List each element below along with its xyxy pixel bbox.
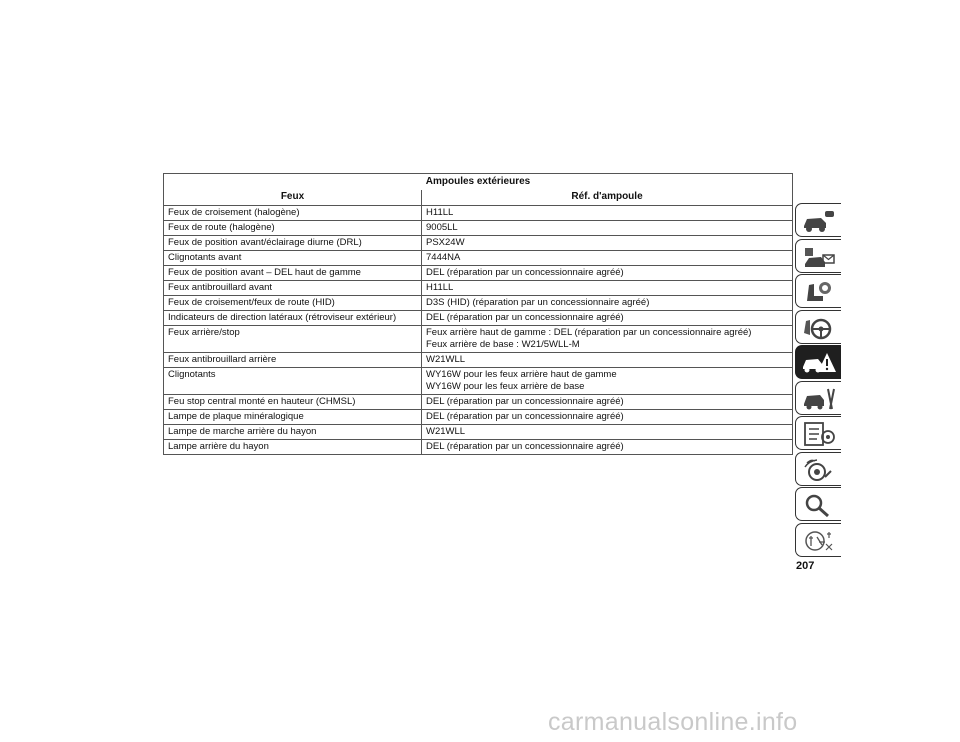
chapter-tabs: [795, 203, 845, 558]
table-row: [164, 236, 793, 251]
table-row: [164, 353, 793, 368]
bulb-ref-line: H11LL: [426, 207, 454, 218]
bulb-ref-cell: [422, 221, 793, 236]
watermark: carmanualsonline.info: [548, 708, 798, 736]
chapter-tab-index[interactable]: [795, 487, 841, 521]
bulb-ref-cell: [422, 326, 793, 353]
steering-wheel-icon: [801, 315, 837, 341]
bulb-ref-cell: [422, 368, 793, 395]
bulb-ref-cell: [422, 296, 793, 311]
bulb-ref-cell: [422, 440, 793, 455]
bulb-ref-line: PSX24W: [426, 237, 465, 248]
light-name-cell: Feux antibrouillard avant: [164, 281, 422, 296]
table-row: [164, 251, 793, 266]
light-name-cell: Feux de croisement (halogène): [164, 206, 422, 221]
table-title: Ampoules extérieures: [164, 174, 793, 191]
light-name-cell: Clignotants: [164, 368, 422, 395]
light-name-cell: Feux arrière/stop: [164, 326, 422, 353]
chapter-tab-multimedia[interactable]: [795, 452, 841, 486]
bulb-ref-line: DEL (réparation par un concessionnaire agréé): [426, 441, 624, 452]
table-row: [164, 395, 793, 410]
bulb-ref-cell: [422, 281, 793, 296]
column-header-bulb-ref: Réf. d'ampoule: [422, 190, 793, 206]
bulb-ref-line: DEL (réparation par un concessionnaire agréé): [426, 396, 624, 407]
chapter-tab-starting-operating[interactable]: [795, 310, 841, 344]
table-body: [164, 206, 793, 455]
table-row: [164, 266, 793, 281]
chapter-tab-emergency[interactable]: [795, 345, 841, 379]
chapter-tab-specifications[interactable]: [795, 416, 841, 450]
car-key-icon: [801, 208, 837, 234]
bulb-ref-line: 7444NA: [426, 252, 461, 263]
chapter-tab-languages[interactable]: [795, 523, 841, 557]
light-name-cell: Feux de position avant/éclairage diurne (DRL): [164, 236, 422, 251]
table-row: [164, 206, 793, 221]
bulb-ref-line: Feux arrière de base : W21/5WLL-M: [426, 339, 580, 350]
bulb-ref-line: DEL (réparation par un concessionnaire agréé): [426, 411, 624, 422]
bulb-ref-cell: [422, 395, 793, 410]
table-row: [164, 440, 793, 455]
multimedia-icon: [801, 457, 837, 483]
light-name-cell: Clignotants avant: [164, 251, 422, 266]
light-name-cell: Lampe de marche arrière du hayon: [164, 425, 422, 440]
table-row: [164, 311, 793, 326]
chapter-tab-instrument-panel[interactable]: [795, 239, 841, 273]
bulb-ref-cell: [422, 251, 793, 266]
table-row: [164, 425, 793, 440]
exterior-bulbs-table: [163, 173, 793, 455]
bulb-ref-cell: [422, 353, 793, 368]
light-name-cell: Feu stop central monté en hauteur (CHMSL): [164, 395, 422, 410]
seat-airbag-icon: [801, 279, 837, 305]
chapter-tab-getting-to-know[interactable]: [795, 203, 841, 237]
bulb-ref-cell: [422, 206, 793, 221]
table-row: [164, 281, 793, 296]
car-warning-icon: [801, 350, 837, 376]
column-header-lights: Feux: [164, 190, 422, 206]
languages-icon: [801, 528, 837, 554]
bulb-ref-line: WY16W pour les feux arrière de base: [426, 381, 585, 392]
light-name-cell: Indicateurs de direction latéraux (rétroviseur extérieur): [164, 311, 422, 326]
bulb-ref-cell: [422, 311, 793, 326]
car-wrench-icon: [801, 386, 837, 412]
light-name-cell: Feux de croisement/feux de route (HID): [164, 296, 422, 311]
chapter-tab-servicing[interactable]: [795, 381, 841, 415]
bulb-ref-cell: [422, 236, 793, 251]
magnifier-icon: [801, 492, 837, 518]
bulb-ref-cell: [422, 410, 793, 425]
light-name-cell: Feux de position avant – DEL haut de gamme: [164, 266, 422, 281]
bulb-ref-line: Feux arrière haut de gamme : DEL (réparation par un concessionnaire agréé): [426, 327, 752, 338]
light-name-cell: Feux antibrouillard arrière: [164, 353, 422, 368]
bulb-ref-line: DEL (réparation par un concessionnaire agréé): [426, 267, 624, 278]
table-row: [164, 410, 793, 425]
table-row: [164, 326, 793, 353]
table-row: [164, 368, 793, 395]
bulb-ref-line: DEL (réparation par un concessionnaire agréé): [426, 312, 624, 323]
bulb-ref-line: D3S (HID) (réparation par un concessionnaire agréé): [426, 297, 650, 308]
bulb-ref-cell: [422, 266, 793, 281]
bulb-ref-line: WY16W pour les feux arrière haut de gamme: [426, 369, 617, 380]
checklist-icon: [801, 421, 837, 447]
bulb-ref-line: W21WLL: [426, 426, 466, 437]
light-name-cell: Lampe arrière du hayon: [164, 440, 422, 455]
table-row: [164, 221, 793, 236]
table-row: [164, 296, 793, 311]
page-number: 207: [796, 560, 815, 572]
bulb-ref-line: 9005LL: [426, 222, 458, 233]
car-envelope-icon: [801, 244, 837, 270]
bulb-ref-cell: [422, 425, 793, 440]
light-name-cell: Feux de route (halogène): [164, 221, 422, 236]
bulb-ref-line: H11LL: [426, 282, 454, 293]
bulb-ref-line: W21WLL: [426, 354, 466, 365]
light-name-cell: Lampe de plaque minéralogique: [164, 410, 422, 425]
chapter-tab-safety[interactable]: [795, 274, 841, 308]
